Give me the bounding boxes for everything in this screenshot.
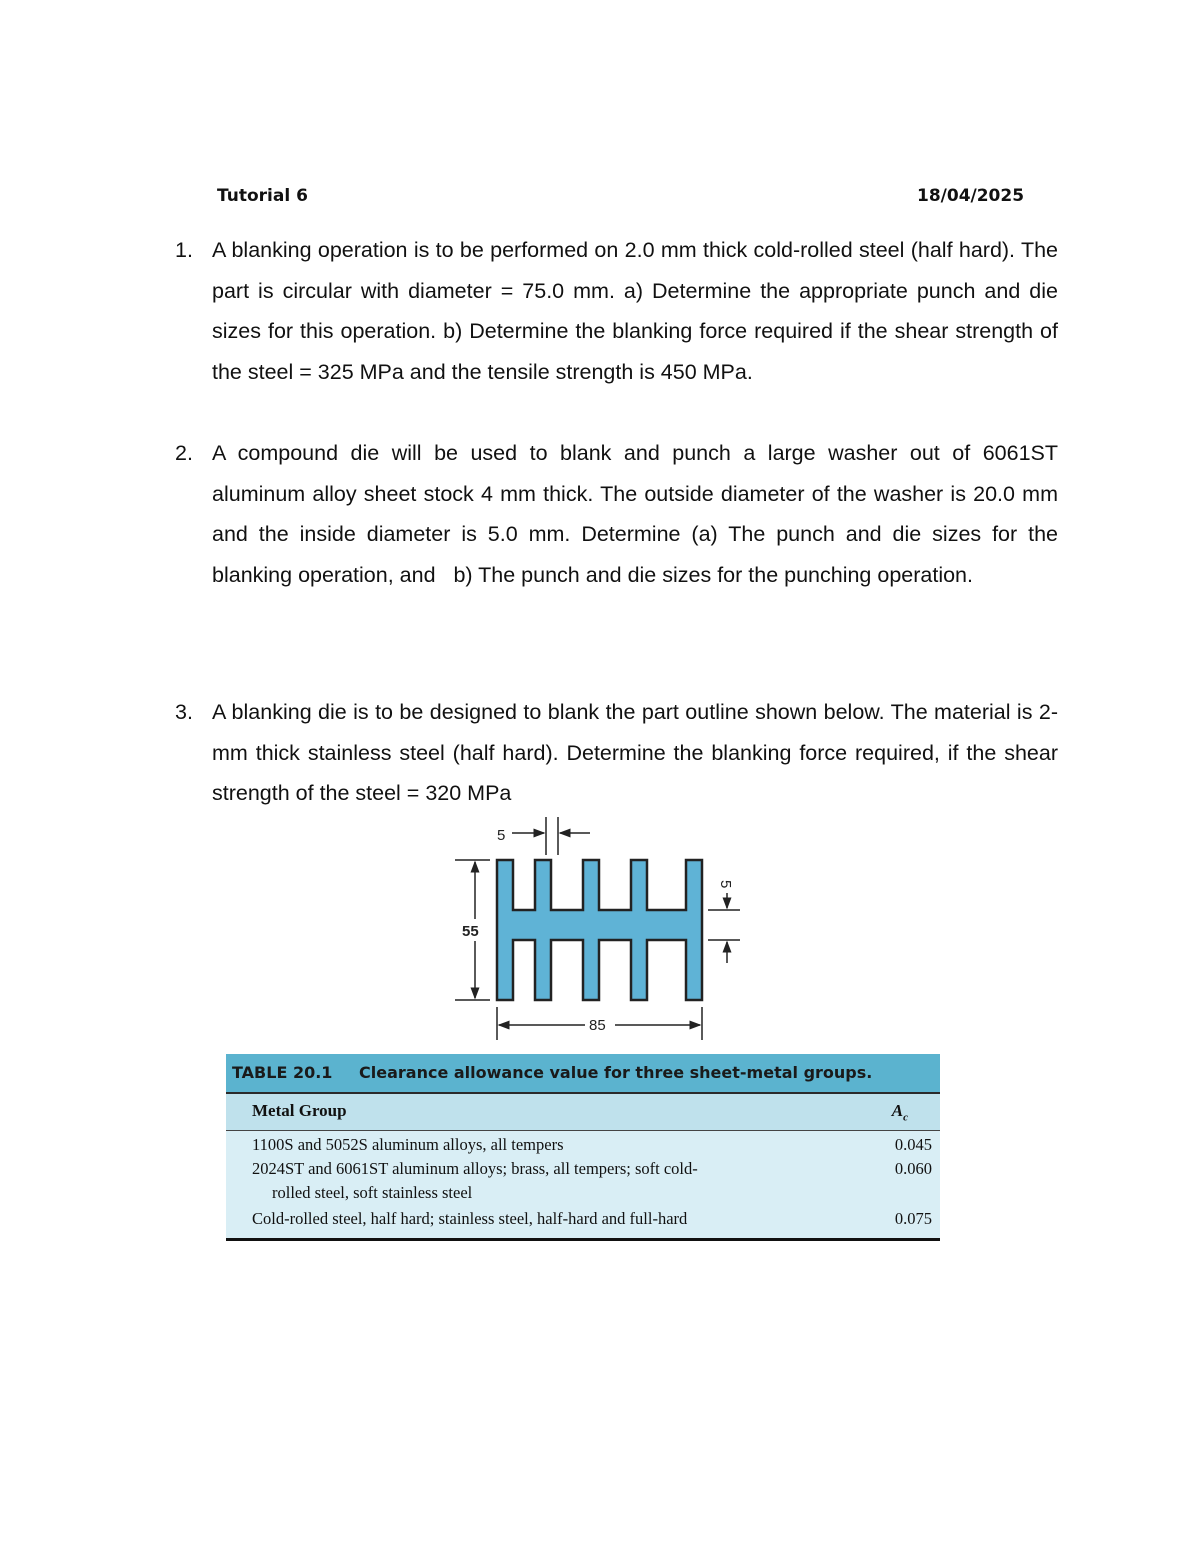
col-header-ac — [892, 1101, 908, 1123]
dim-width-label: 85 — [589, 1017, 606, 1034]
row-value: 0.045 — [894, 1135, 932, 1154]
row-group-wrap — [252, 1157, 842, 1205]
clearance-table — [226, 1054, 940, 1239]
dim-right-label: 5 — [717, 880, 734, 889]
dim-height-label: 55 — [462, 923, 479, 940]
table-header — [226, 1092, 940, 1130]
row-group: Cold-rolled steel, half hard; stainless steel, half-hard and full-hard — [252, 1209, 688, 1228]
table-row — [252, 1157, 932, 1205]
table-title: Clearance allowance value for three sheet-metal groups. — [359, 1063, 873, 1082]
question-number: 2. — [175, 441, 193, 465]
row-value: 0.075 — [894, 1209, 932, 1228]
question-3 — [175, 692, 1058, 814]
tutorial-date: 18/04/2025 — [917, 186, 1025, 206]
question-number: 1. — [175, 238, 193, 262]
question-2 — [175, 433, 1064, 596]
table-caption: TABLE 20.1 — [232, 1063, 333, 1082]
table-title-bar — [226, 1054, 940, 1092]
question-1 — [175, 230, 1058, 393]
row-value: 0.060 — [894, 1159, 932, 1178]
part-shape — [497, 860, 702, 1000]
part-outline-figure — [440, 815, 760, 1045]
table-row — [252, 1207, 932, 1231]
question-text: A compound die will be used to blank and punch a large washer out of 6061ST aluminum alloy sheet stock 4 mm thick. The outside diameter of the washer is 20.0 mm and the inside diameter is 5.0 mm. Determine (a) The punch and die sizes for the blanking operation, and b) The punch and die sizes for the punching operation. — [212, 441, 1064, 588]
tutorial-title: Tutorial 6 — [217, 186, 308, 206]
row-group-continuation: rolled steel, soft stainless steel — [272, 1183, 473, 1202]
row-group: 1100S and 5052S aluminum alloys, all tempers — [252, 1135, 564, 1154]
table-row — [252, 1133, 932, 1157]
question-text: A blanking die is to be designed to blank the part outline shown below. The material is 2-mm thick stainless steel (half hard). Determine the blanking force required, if the shear strength of the steel = 320 MPa — [212, 700, 1058, 806]
question-number: 3. — [175, 700, 193, 724]
row-group: 2024ST and 6061ST aluminum alloys; brass, all tempers; soft cold- — [252, 1159, 698, 1178]
dim-top-label: 5 — [497, 827, 506, 844]
question-text: A blanking operation is to be performed on 2.0 mm thick cold-rolled steel (half hard). The part is circular with diameter = 75.0 mm. a) Determine the appropriate punch and die sizes for this operation. b) Determine the blanking force required if the shear strength of the steel = 325 MPa and the tensile strength is 450 MPa. — [212, 238, 1058, 385]
col-header-metal-group: Metal Group — [252, 1101, 347, 1120]
col-header-ac-main: A — [891, 1101, 904, 1120]
table-body — [226, 1130, 940, 1241]
col-header-ac-sub: c — [903, 1111, 908, 1124]
